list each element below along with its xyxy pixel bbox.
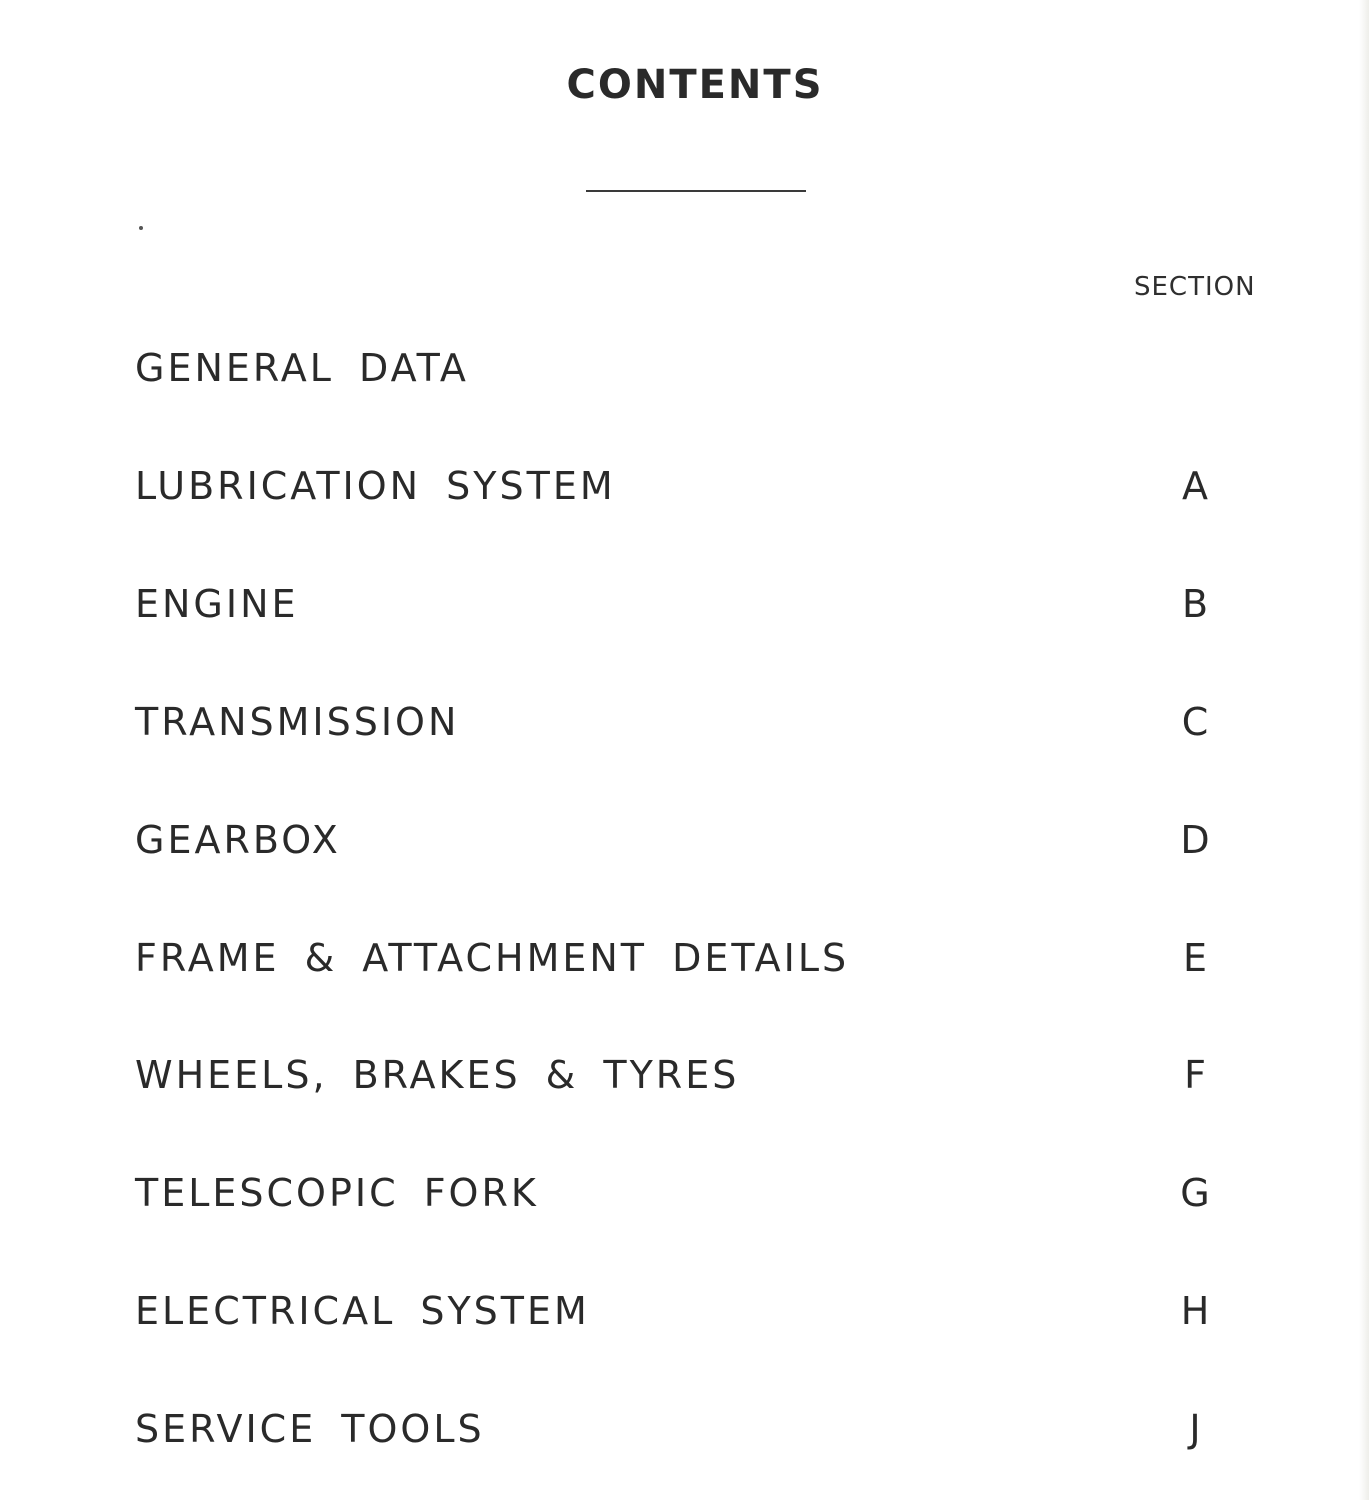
toc-entry-lubrication-system: LUBRICATION SYSTEM [135, 464, 616, 508]
page-edge-shadow [1359, 0, 1369, 1500]
toc-entry-general-data: GENERAL DATA [135, 346, 469, 390]
toc-section-letter: C [1181, 700, 1209, 744]
paper-speck [139, 226, 143, 230]
section-column-header: SECTION [1134, 272, 1256, 302]
toc-entry-gearbox: GEARBOX [135, 818, 341, 862]
toc-entry-frame-attachment-details: FRAME & ATTACHMENT DETAILS [135, 936, 850, 980]
toc-section-letter: J [1189, 1407, 1201, 1451]
toc-section-letter: F [1184, 1053, 1206, 1097]
toc-entry-telescopic-fork: TELESCOPIC FORK [135, 1171, 539, 1215]
toc-section-letter: E [1182, 936, 1207, 980]
toc-section-letter: D [1180, 818, 1210, 862]
toc-entry-engine: ENGINE [135, 582, 299, 626]
toc-entry-electrical-system: ELECTRICAL SYSTEM [135, 1289, 590, 1333]
page-title: CONTENTS [566, 62, 824, 108]
toc-section-letter: G [1180, 1171, 1210, 1215]
toc-entry-wheels-brakes-tyres: WHEELS, BRAKES & TYRES [135, 1053, 740, 1097]
toc-entry-service-tools: SERVICE TOOLS [135, 1407, 485, 1451]
toc-section-letter: B [1181, 582, 1209, 626]
toc-entry-transmission: TRANSMISSION [135, 700, 460, 744]
toc-section-letter: H [1180, 1289, 1210, 1333]
toc-section-letter: A [1182, 464, 1208, 508]
title-underline-divider [586, 190, 806, 192]
